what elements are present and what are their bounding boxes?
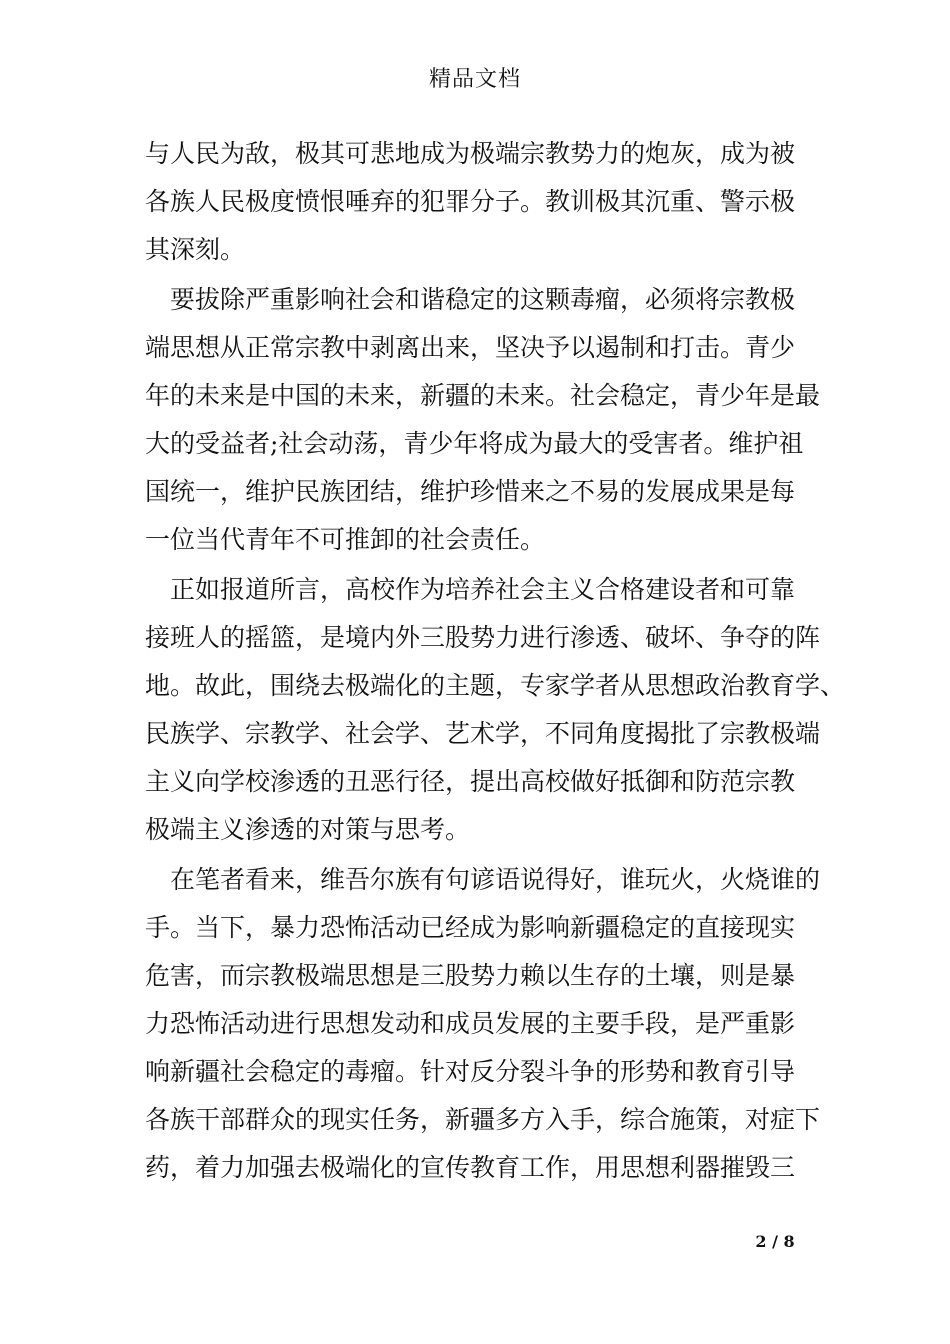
text-line: 主义向学校渗透的丑恶行径，提出高校做好抵御和防范宗教 (145, 767, 796, 796)
text-line: 大的受益者;社会动荡，青少年将成为最大的受害者。维护祖 (145, 429, 804, 458)
text-line: 要拔除严重影响社会和谐稳定的这颗毒瘤，必须将宗教极 (145, 285, 796, 314)
text-line: 民族学、宗教学、社会学、艺术学，不同角度揭批了宗教极端 (145, 719, 821, 748)
text-line: 响新疆社会稳定的毒瘤。针对反分裂斗争的形势和教育引导 (145, 1057, 796, 1086)
body-text (145, 130, 846, 1192)
text-line: 其深刻。 (145, 235, 246, 264)
page-header-title: 精品文档 (428, 67, 521, 92)
text-line: 药，着力加强去极端化的宣传教育工作，用思想利器摧毁三 (145, 1153, 796, 1182)
page-number: 2 / 8 (755, 1232, 795, 1251)
text-line: 与人民为敌，极其可悲地成为极端宗教势力的炮灰，成为被 (145, 139, 796, 168)
text-line: 地。故此，围绕去极端化的主题，专家学者从思想政治教育学、 (145, 671, 846, 700)
text-line: 接班人的摇篮，是境内外三股势力进行渗透、破坏、争夺的阵 (145, 623, 821, 652)
text-line: 端思想从正常宗教中剥离出来，坚决予以遏制和打击。青少 (145, 333, 796, 362)
text-line: 手。当下，暴力恐怖活动已经成为影响新疆稳定的直接现实 (145, 913, 796, 942)
text-line: 力恐怖活动进行思想发动和成员发展的主要手段，是严重影 (145, 1009, 796, 1038)
text-line: 在笔者看来，维吾尔族有句谚语说得好，谁玩火，火烧谁的 (145, 865, 821, 894)
text-line: 国统一，维护民族团结，维护珍惜来之不易的发展成果是每 (145, 477, 796, 506)
text-line: 危害，而宗教极端思想是三股势力赖以生存的土壤，则是暴 (145, 961, 796, 990)
text-line: 一位当代青年不可推卸的社会责任。 (145, 525, 546, 554)
text-line: 各族人民极度愤恨唾弃的犯罪分子。教训极其沉重、警示极 (145, 187, 796, 216)
text-line: 各族干部群众的现实任务，新疆多方入手，综合施策，对症下 (145, 1105, 821, 1134)
text-line: 极端主义渗透的对策与思考。 (145, 815, 471, 844)
text-line: 正如报道所言，高校作为培养社会主义合格建设者和可靠 (145, 575, 796, 604)
text-line: 年的未来是中国的未来，新疆的未来。社会稳定，青少年是最 (145, 381, 821, 410)
